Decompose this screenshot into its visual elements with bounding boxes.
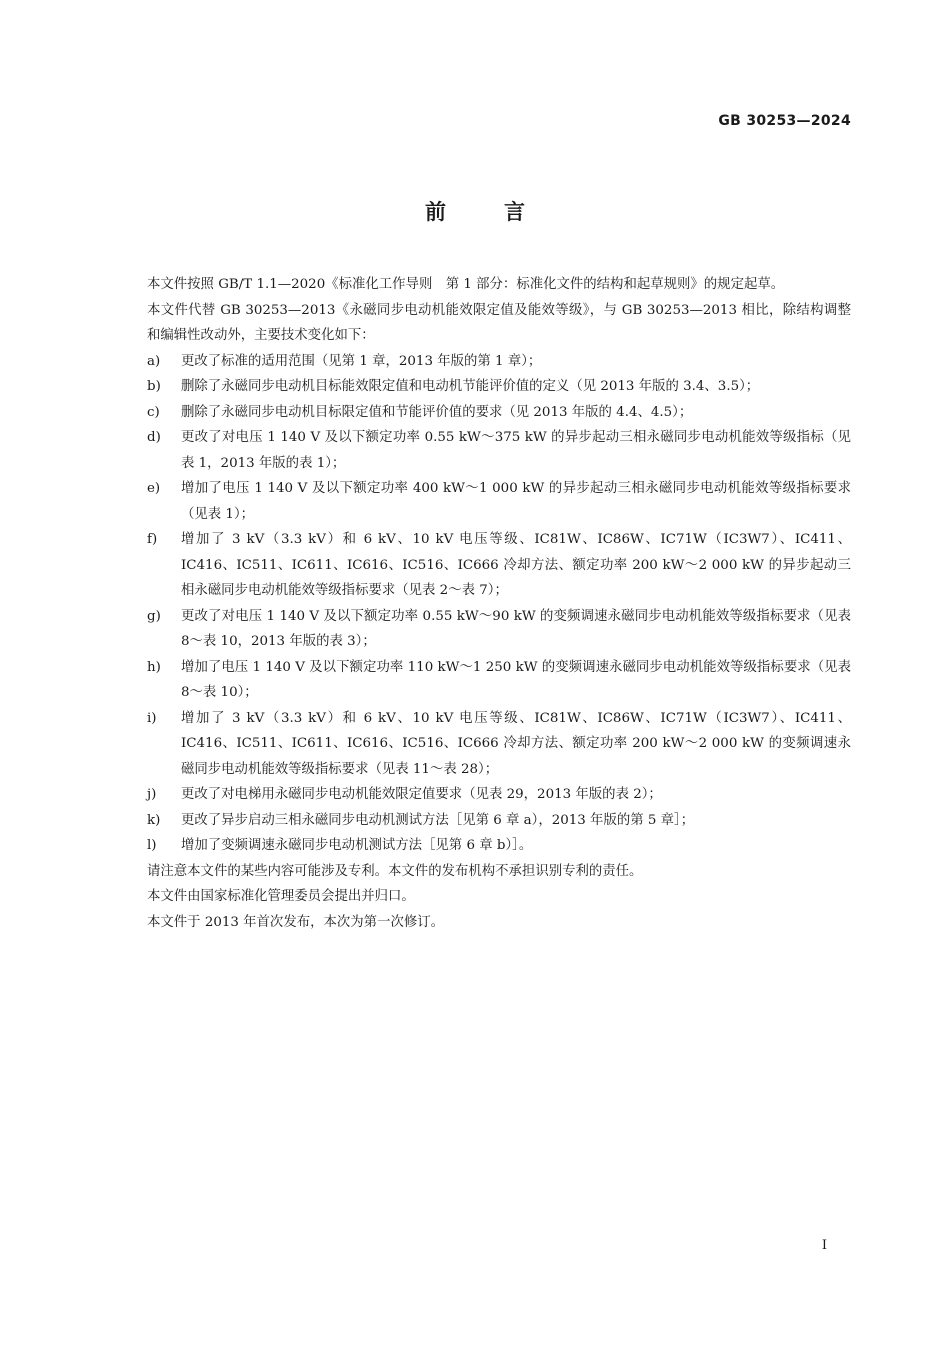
list-item-text: 增加了电压 1 140 V 及以下额定功率 400 kW～1 000 kW 的异步起动三相永磁同步电动机能效等级指标要求（见表 1）； [181, 481, 851, 522]
list-item [147, 833, 851, 859]
standard-number: GB 30253—2024 [718, 113, 851, 129]
list-item-label: k) [147, 812, 161, 828]
list-item [147, 706, 851, 783]
changes-list [147, 349, 851, 859]
list-item-label: g) [147, 608, 161, 624]
list-item-text: 增加了电压 1 140 V 及以下额定功率 110 kW～1 250 kW 的变频调速永磁同步电动机能效等级指标要求（见表 8～表 10）； [181, 659, 851, 700]
list-item [147, 782, 851, 808]
list-item-text: 删除了永磁同步电动机目标限定值和节能评价值的要求（见 2013 年版的 4.4、4.5）； [181, 404, 693, 420]
list-item-text: 增加了 3 kV（3.3 kV）和 6 kV、10 kV 电压等级、IC81W、IC86W、IC71W（IC3W7）、IC411、IC416、IC511、IC611、IC616、IC516、IC666 冷却方法、额定功率 200 kW～2 000 kW 的异步起动三相永磁同步电动机能效等级指标要求（见表 2～表 7）； [181, 532, 851, 598]
list-item-text: 更改了异步启动三相永磁同步电动机测试方法［见第 6 章 a），2013 年版的第 5 章］； [181, 812, 695, 828]
list-item-text: 更改了标准的适用范围（见第 1 章，2013 年版的第 1 章）； [181, 353, 542, 369]
list-item-text: 更改了对电梯用永磁同步电动机能效限定值要求（见表 29，2013 年版的表 2）； [181, 787, 662, 802]
list-item-label: d) [147, 430, 161, 445]
document-body [147, 272, 851, 935]
page-number: I [821, 1238, 827, 1253]
list-item-label: f) [147, 532, 158, 547]
list-item-text: 更改了对电压 1 140 V 及以下额定功率 0.55 kW～375 kW 的异步起动三相永磁同步电动机能效等级指标（见表 1，2013 年版的表 1）； [181, 430, 851, 471]
revision-history: 本文件于 2013 年首次发布，本次为第一次修订。 [147, 914, 445, 930]
list-item-label: l) [147, 838, 157, 853]
intro-paragraph-1: 本文件按照 GB/T 1.1—2020《标准化工作导则 第 1 部分：标准化文件的结构和起草规则》的规定起草。 [147, 277, 785, 292]
list-item-label: c) [147, 404, 160, 420]
list-item [147, 808, 851, 834]
list-item [147, 604, 851, 655]
list-item-label: j) [147, 787, 157, 802]
list-item-label: e) [147, 481, 161, 496]
list-item [147, 476, 851, 527]
list-item [147, 655, 851, 706]
list-item [147, 425, 851, 476]
list-item-text: 增加了 3 kV（3.3 kV）和 6 kV、10 kV 电压等级、IC81W、IC86W、IC71W（IC3W7）、IC411、IC416、IC511、IC611、IC616、IC516、IC666 冷却方法、额定功率 200 kW～2 000 kW 的变频调速永磁同步电动机能效等级指标要求（见表 11～表 28）； [181, 710, 851, 777]
proposer-statement: 本文件由国家标准化管理委员会提出并归口。 [147, 889, 415, 904]
list-item-label: h) [147, 659, 161, 675]
list-item-text: 增加了变频调速永磁同步电动机测试方法［见第 6 章 b）］。 [181, 838, 533, 853]
list-item [147, 349, 851, 375]
list-item [147, 374, 851, 400]
intro-paragraph-2: 本文件代替 GB 30253—2013《永磁同步电动机能效限定值及能效等级》，与 GB 30253—2013 相比，除结构调整和编辑性改动外，主要技术变化如下： [147, 302, 851, 343]
list-item [147, 400, 851, 426]
list-item-label: a) [147, 353, 161, 369]
list-item [147, 527, 851, 604]
list-item-label: i) [147, 710, 157, 726]
list-item-text: 删除了永磁同步电动机目标能效限定值和电动机节能评价值的定义（见 2013 年版的 3.4、3.5）； [181, 379, 760, 394]
page-title: 前言 [425, 200, 583, 224]
patent-notice: 请注意本文件的某些内容可能涉及专利。本文件的发布机构不承担识别专利的责任。 [147, 863, 643, 879]
list-item-text: 更改了对电压 1 140 V 及以下额定功率 0.55 kW～90 kW 的变频调速永磁同步电动机能效等级指标要求（见表 8～表 10，2013 年版的表 3）； [181, 608, 851, 649]
list-item-label: b) [147, 379, 161, 394]
